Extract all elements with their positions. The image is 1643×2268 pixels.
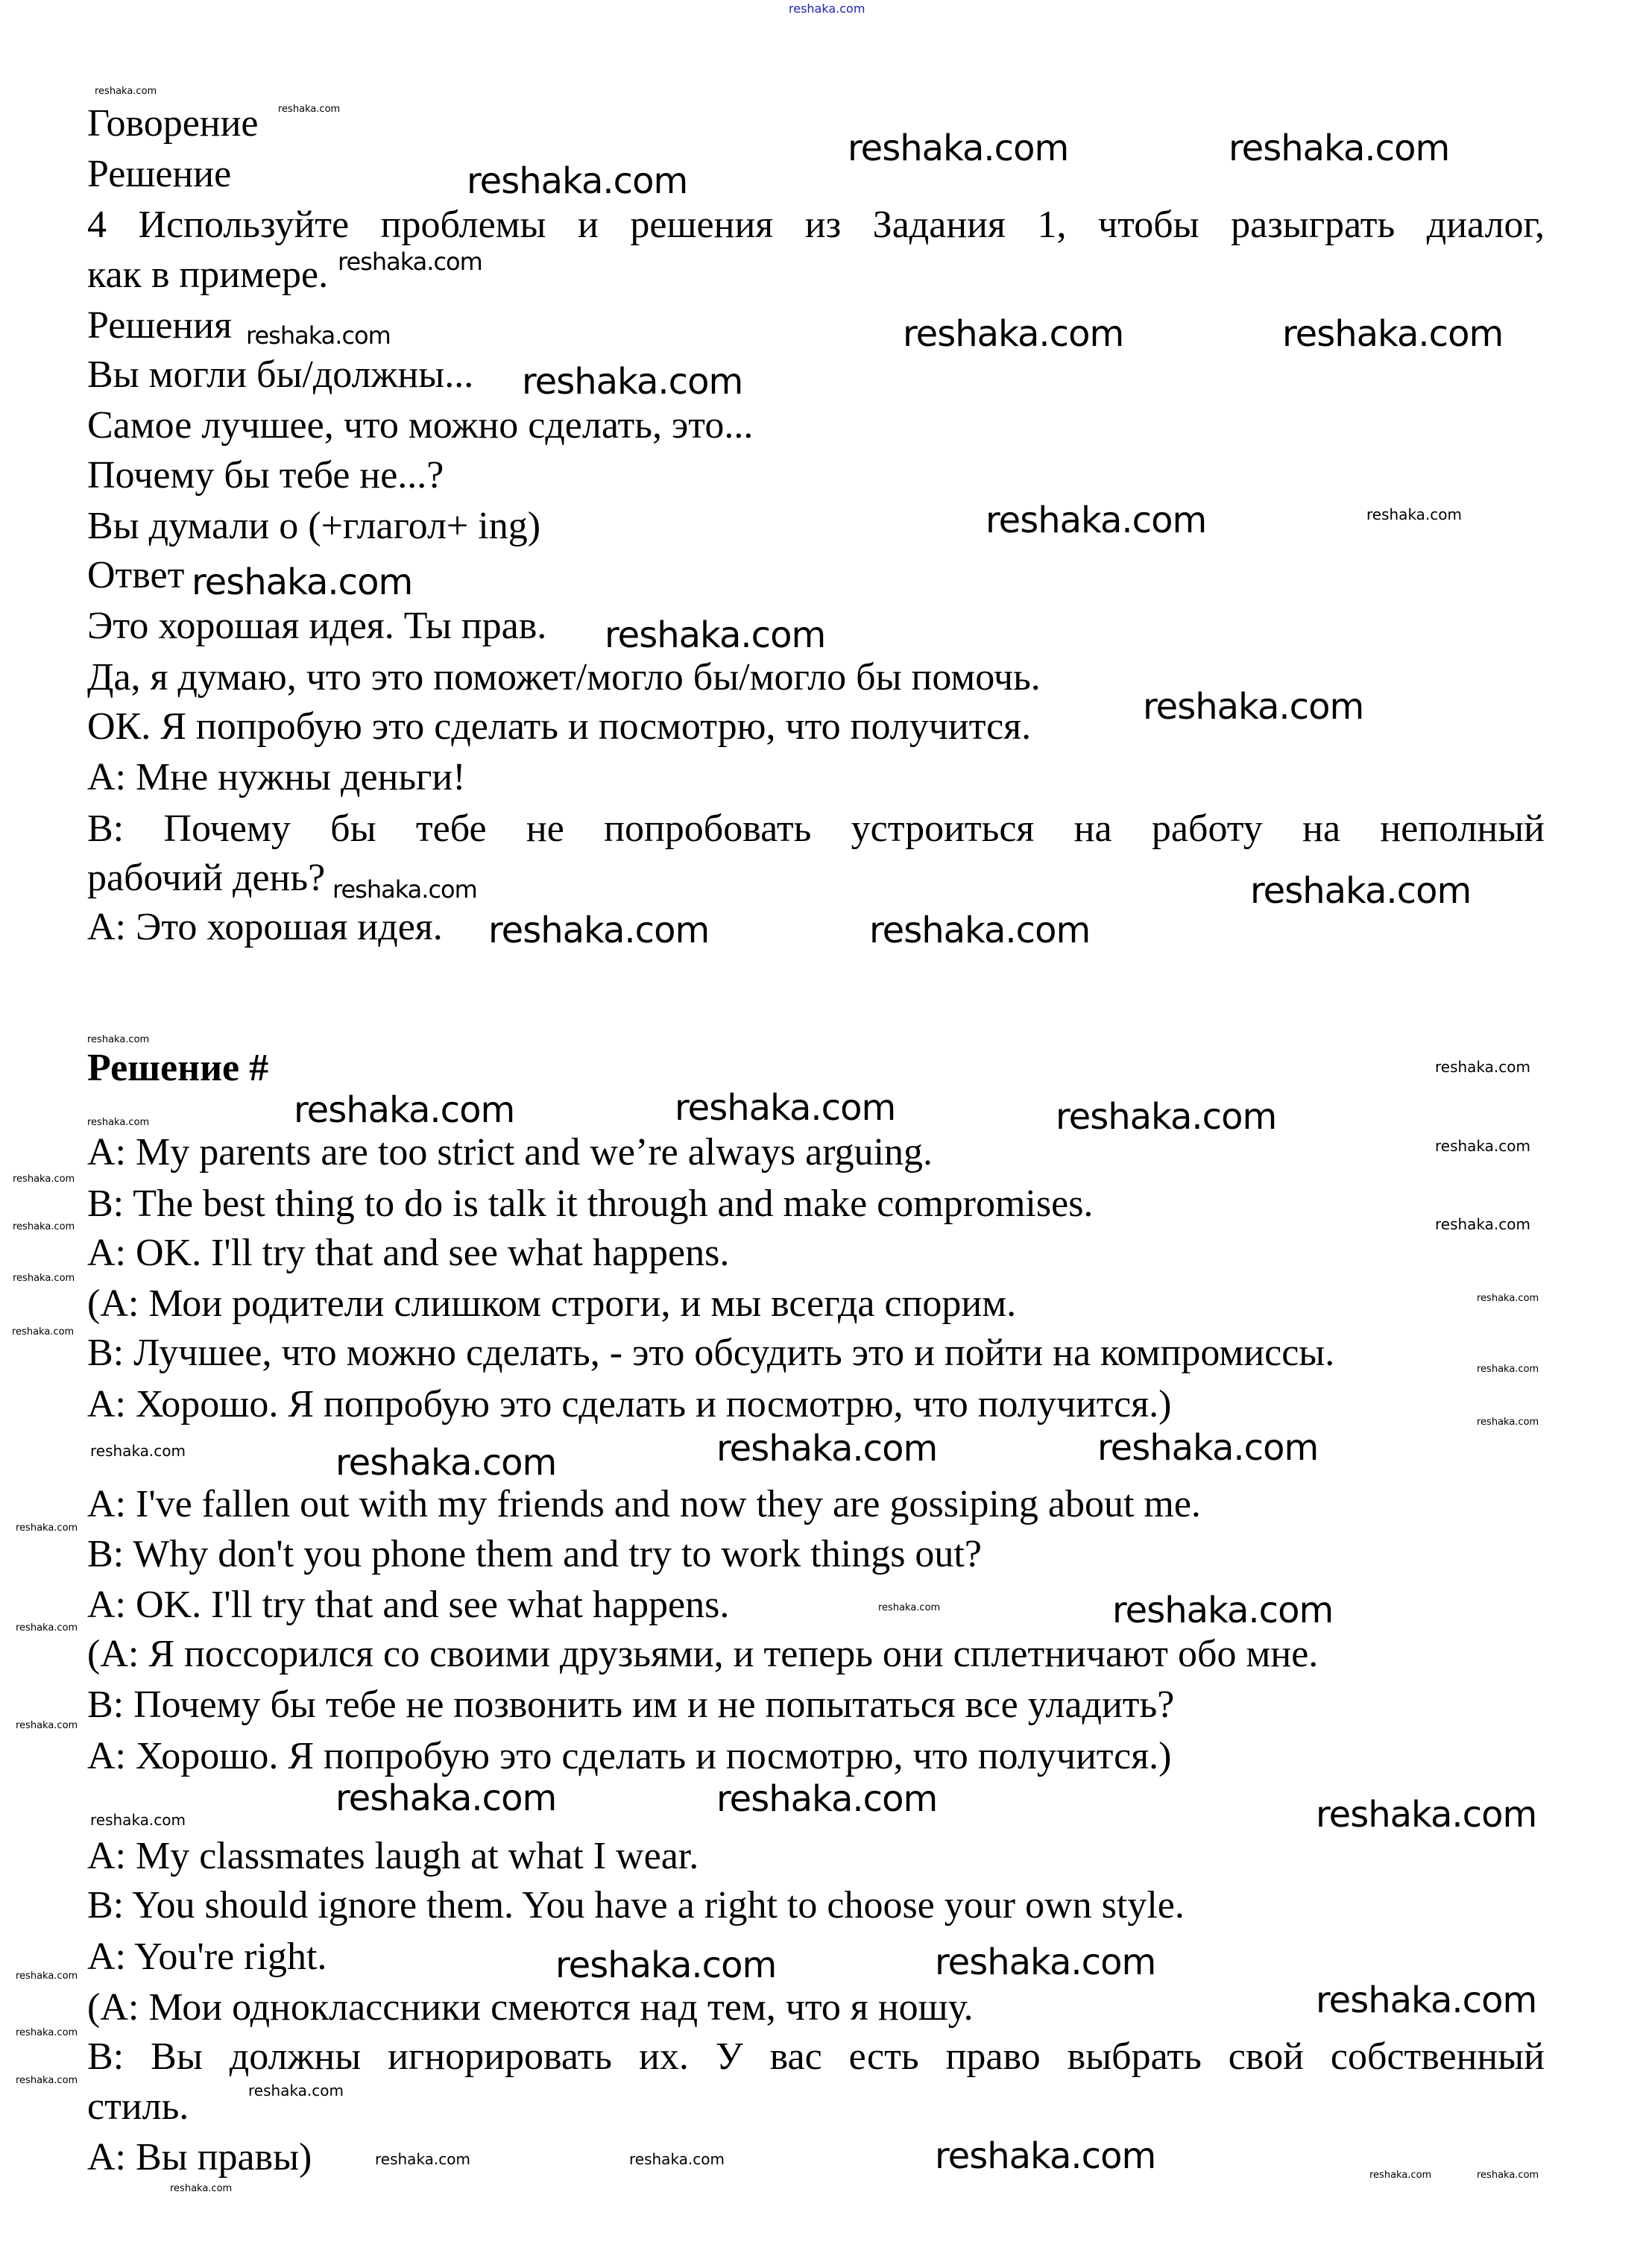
watermark: reshaka.com (1229, 127, 1450, 169)
text-line: рабочий день? (87, 857, 326, 899)
text-line: Решения (87, 304, 233, 347)
watermark: reshaka.com (16, 2027, 78, 2038)
watermark: reshaka.com (716, 1778, 938, 1820)
watermark: reshaka.com (629, 2150, 725, 2168)
watermark: reshaka.com (375, 2150, 470, 2168)
text-line: A: My parents are too strict and we’re always arguing. (87, 1131, 933, 1174)
text-line: B: Почему бы тебе не попробовать устроиться на работу на неполный (87, 807, 1545, 850)
text-line: Ответ (87, 554, 185, 596)
watermark: reshaka.com (248, 2082, 344, 2100)
watermark: reshaka.com (935, 2135, 1156, 2177)
watermark: reshaka.com (16, 1971, 78, 1982)
watermark: reshaka.com (170, 2183, 233, 2194)
text-line: 4 Используйте проблемы и решения из Задания 1, чтобы разыграть диалог, (87, 204, 1545, 246)
watermark: reshaka.com (13, 1273, 75, 1284)
text-line: (A: Мои родители слишком строги, и мы всегда спорим. (87, 1282, 1017, 1325)
text-line: Вы думали о (+глагол+ ing) (87, 505, 541, 547)
text-line: A: Вы правы) (87, 2136, 312, 2179)
watermark: reshaka.com (13, 1221, 75, 1232)
watermark: reshaka.com (16, 1720, 78, 1731)
watermark: reshaka.com (192, 561, 413, 603)
watermark: reshaka.com (1477, 1417, 1539, 1428)
watermark: reshaka.com (332, 875, 477, 904)
watermark: reshaka.com (12, 1326, 75, 1338)
watermark: reshaka.com (294, 1089, 515, 1131)
text-line: A: Это хорошая идея. (87, 906, 443, 948)
text-line: стиль. (87, 2085, 189, 2128)
watermark: reshaka.com (1282, 313, 1504, 355)
text-line: Решение (87, 153, 232, 195)
text-line: (A: Я поссорился со своими друзьями, и теперь они сплетничают обо мне. (87, 1633, 1319, 1675)
text-line: ОК. Я попробую это сделать и посмотрю, что получится. (87, 705, 1032, 748)
watermark: reshaka.com (716, 1428, 938, 1470)
text-line: Это хорошая идея. Ты прав. (87, 605, 547, 647)
watermark: reshaka.com (1435, 1058, 1530, 1076)
watermark: reshaka.com (869, 910, 1091, 951)
watermark: reshaka.com (1477, 2170, 1539, 2181)
text-line: A: OK. I'll try that and see what happens. (87, 1584, 730, 1626)
watermark: reshaka.com (90, 1811, 186, 1829)
watermark: reshaka.com (90, 1442, 186, 1460)
watermark: reshaka.com (1369, 2170, 1432, 2181)
watermark: reshaka.com (1316, 1979, 1537, 2021)
watermark: reshaka.com (1435, 1215, 1530, 1233)
text-line: B: The best thing to do is talk it through and make compromises. (87, 1182, 1094, 1225)
watermark: reshaka.com (87, 1034, 150, 1045)
watermark: reshaka.com (675, 1087, 896, 1129)
text-line: A: You're right. (87, 1935, 327, 1978)
text-line: Да, я думаю, что это поможет/могло бы/могло бы помочь. (87, 656, 1041, 699)
watermark: reshaka.com (1250, 870, 1472, 912)
watermark: reshaka.com (555, 1944, 777, 1986)
text-line: Самое лучшее, что можно сделать, это... (87, 404, 754, 447)
watermark: reshaka.com (87, 1117, 150, 1128)
watermark: reshaka.com (903, 313, 1124, 355)
watermark: reshaka.com (278, 104, 341, 115)
watermark: reshaka.com (1366, 505, 1462, 523)
watermark: reshaka.com (16, 1622, 78, 1634)
watermark: reshaka.com (605, 614, 826, 656)
text-line: (A: Мои одноклассники смеются над тем, что я ношу. (87, 1986, 974, 2029)
watermark: reshaka.com (335, 1777, 557, 1819)
text-line: A: I've fallen out with my friends and now they are gossiping about me. (87, 1483, 1201, 1525)
text-line: B: Why don't you phone them and try to work things out? (87, 1533, 982, 1575)
watermark: reshaka.com (1143, 686, 1364, 728)
text-line: A: Мне нужны деньги! (87, 756, 466, 798)
watermark: reshaka.com (1316, 1794, 1537, 1836)
watermark: reshaka.com (1477, 1364, 1539, 1375)
text-line: Почему бы тебе не...? (87, 454, 444, 497)
watermark: reshaka.com (1435, 1137, 1530, 1155)
watermark: reshaka.com (335, 1442, 557, 1484)
watermark: reshaka.com (488, 910, 710, 951)
text-line: Вы могли бы/должны... (87, 353, 474, 396)
watermark: reshaka.com (95, 86, 157, 97)
section-heading: Решение # (87, 1047, 269, 1089)
watermark: reshaka.com (935, 1941, 1156, 1983)
text-line: как в примере. (87, 253, 329, 296)
text-line: A: Хорошо. Я попробую это сделать и посмотрю, что получится.) (87, 1735, 1172, 1777)
watermark: reshaka.com (986, 500, 1207, 541)
header-watermark: reshaka.com (789, 1, 865, 16)
text-line: A: OK. I'll try that and see what happens. (87, 1232, 730, 1274)
text-line: B: Лучшее, что можно сделать, - это обсудить это и пойти на компромиссы. (87, 1332, 1335, 1374)
watermark: reshaka.com (1056, 1096, 1277, 1138)
watermark: reshaka.com (1097, 1427, 1319, 1469)
text-line: A: Хорошо. Я попробую это сделать и посмотрю, что получится.) (87, 1383, 1172, 1426)
watermark: reshaka.com (16, 2075, 78, 2086)
watermark: reshaka.com (848, 127, 1069, 169)
watermark: reshaka.com (467, 160, 688, 202)
text-line: B: You should ignore them. You have a right to choose your own style. (87, 1884, 1185, 1927)
text-line: B: Почему бы тебе не позвонить им и не попытаться все уладить? (87, 1683, 1175, 1726)
text-line: B: Вы должны игнорировать их. У вас есть право выбрать свой собственный (87, 2035, 1545, 2078)
text-line: A: My classmates laugh at what I wear. (87, 1835, 699, 1877)
watermark: reshaka.com (13, 1174, 75, 1185)
watermark: reshaka.com (338, 248, 482, 276)
watermark: reshaka.com (16, 1522, 78, 1534)
watermark: reshaka.com (1477, 1293, 1539, 1304)
watermark: reshaka.com (1112, 1590, 1334, 1631)
watermark: reshaka.com (522, 361, 743, 403)
text-line: Говорение (87, 102, 259, 145)
watermark: reshaka.com (878, 1602, 941, 1613)
watermark: reshaka.com (246, 321, 391, 350)
